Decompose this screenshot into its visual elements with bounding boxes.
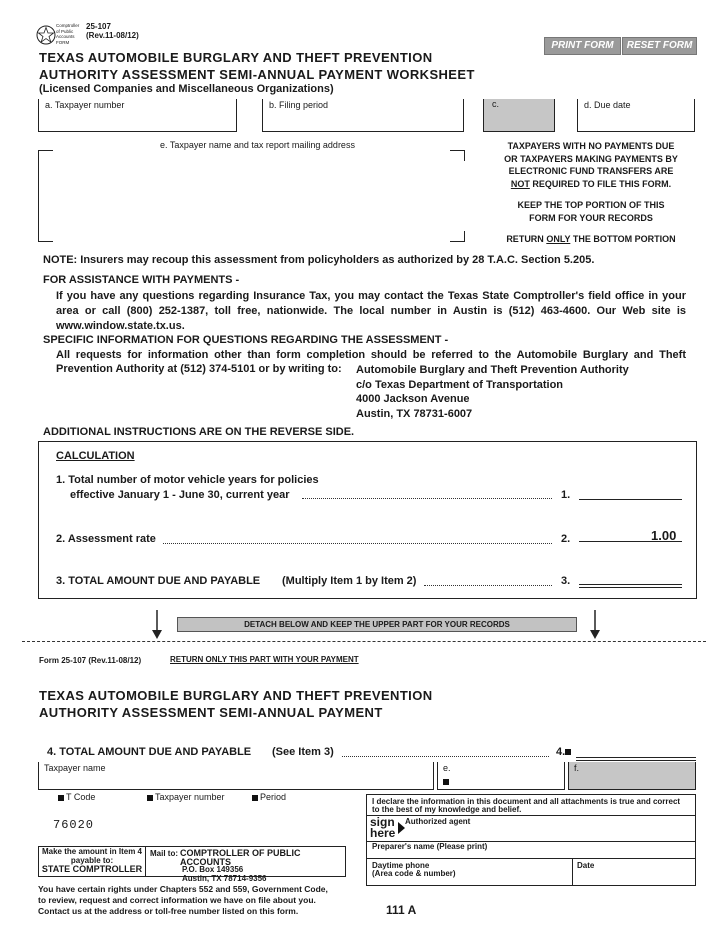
notice-only: ONLY — [546, 234, 571, 244]
daytime-phone-label-line2: (Area code & number) — [372, 869, 456, 878]
item2-number: 2. — [561, 533, 571, 545]
payment-title-line2: AUTHORITY ASSESSMENT SEMI-ANNUAL PAYMENT — [39, 705, 383, 720]
page-subtitle: (Licensed Companies and Miscellaneous Organizations) — [39, 83, 334, 95]
item1-label-line2: effective January 1 - June 30, current year — [70, 489, 290, 501]
date-field[interactable] — [572, 858, 695, 886]
notice-line: ELECTRONIC FUND TRANSFERS ARE — [508, 166, 674, 176]
t-code-text: T Code — [66, 792, 96, 802]
notice-line: TAXPAYERS WITH NO PAYMENTS DUE — [507, 141, 675, 151]
form-revision: (Rev.11-08/12) — [86, 31, 139, 40]
assistance-heading: FOR ASSISTANCE WITH PAYMENTS - — [43, 274, 240, 286]
sign-here-text — [370, 817, 395, 839]
notice-text: REQUIRED TO FILE THIS FORM. — [529, 178, 672, 189]
note-recoup: NOTE: Insurers may recoup this assessment from policyholders as authorized by 28 T.A.C. Section 5.205. — [43, 254, 595, 266]
detach-banner: DETACH BELOW AND KEEP THE UPPER PART FOR YOUR RECORDS — [177, 617, 577, 632]
taxpayer-number-code-text: Taxpayer number — [155, 792, 225, 802]
marker-square-icon — [252, 795, 258, 801]
footer-code: 111 A — [386, 903, 417, 917]
page-title-line2: AUTHORITY ASSESSMENT SEMI-ANNUAL PAYMENT WORKSHEET — [39, 67, 475, 82]
field-f-label: f. — [574, 763, 580, 773]
make-payable-text — [39, 848, 145, 874]
make-payable-line: STATE COMPTROLLER — [41, 864, 143, 874]
notice-line: FORM FOR YOUR RECORDS — [529, 212, 653, 223]
rights-notice — [38, 884, 328, 917]
calculation-heading: CALCULATION — [56, 450, 135, 462]
here-text: here — [370, 826, 396, 840]
left-arrow-down-icon — [150, 610, 164, 645]
make-payable-line: Make the amount in Item 4 — [41, 847, 143, 856]
item1-label-line1: 1. Total number of motor vehicle years for policies — [56, 474, 319, 486]
code-value: 76020 — [53, 818, 95, 832]
address-line: 4000 Jackson Avenue — [356, 393, 470, 405]
item2-value: 1.00 — [651, 528, 677, 543]
daytime-phone-field[interactable] — [367, 858, 573, 886]
item1-input[interactable] — [579, 499, 682, 500]
make-payable-box — [38, 846, 146, 877]
notice-text: THE BOTTOM PORTION — [570, 234, 676, 244]
rights-line: You have certain rights under Chapters 552 and 559, Government Code, — [38, 884, 328, 894]
item1-leader — [302, 498, 552, 499]
authorized-agent-label: Authorized agent — [405, 817, 471, 826]
item3-label: 3. TOTAL AMOUNT DUE AND PAYABLE — [56, 575, 261, 587]
mailing-address-field[interactable] — [38, 150, 465, 242]
payment-title-line1: TEXAS AUTOMOBILE BURGLARY AND THEFT PREVENTION — [39, 688, 433, 703]
item4-leader — [342, 756, 549, 757]
taxpayer-name-field[interactable] — [38, 762, 434, 790]
item3-input-underline — [579, 587, 682, 588]
specific-info-line1: All requests for information other than form completion should be referred to the Automobile Burglary and Theft — [56, 349, 686, 361]
make-payable-line: payable to: — [70, 855, 114, 865]
sign-arrow-icon — [398, 822, 405, 834]
mail-to-line: Austin, TX 78714-9356 — [182, 873, 267, 883]
mail-to-line: COMPTROLLER OF PUBLIC ACCOUNTS — [180, 848, 301, 867]
daytime-phone-label-line1: Daytime phone — [372, 861, 430, 870]
item2-label: 2. Assessment rate — [56, 533, 156, 545]
address-line: Automobile Burglary and Theft Prevention Authority — [356, 364, 629, 376]
item4-input[interactable] — [576, 757, 696, 758]
period-code-label — [252, 792, 286, 802]
address-line: c/o Texas Department of Transportation — [356, 378, 564, 391]
field-f-shaded — [568, 762, 696, 790]
item4-number-text: 4. — [556, 746, 566, 758]
due-date-label: d. Due date — [584, 100, 631, 110]
mailing-address-label: e. Taxpayer name and tax report mailing address — [160, 140, 355, 150]
specific-info-heading: SPECIFIC INFORMATION FOR QUESTIONS REGARDING THE ASSESSMENT - — [43, 334, 449, 346]
declaration-block — [366, 794, 696, 886]
item4-input-underline — [576, 760, 696, 761]
item2-leader — [163, 543, 552, 544]
field-c-shaded — [483, 99, 555, 132]
preparer-name-field[interactable] — [367, 841, 695, 859]
taxpayer-number-label: a. Taxpayer number — [45, 100, 125, 110]
marker-square-icon — [147, 795, 153, 801]
mail-to-address — [180, 849, 345, 883]
field-e-label: e. — [443, 763, 451, 773]
notice-text: RETURN — [506, 234, 547, 244]
item4-label: 4. TOTAL AMOUNT DUE AND PAYABLE — [47, 746, 252, 758]
page-title-line1: TEXAS AUTOMOBILE BURGLARY AND THEFT PREVENTION — [39, 50, 433, 65]
declare-text-line2: to the best of my knowledge and belief. — [372, 805, 522, 814]
reset-form-button[interactable]: RESET FORM — [622, 37, 697, 55]
star-seal-icon — [36, 25, 56, 45]
marker-square-icon — [565, 749, 571, 755]
item4-number — [556, 746, 573, 758]
item4-hint: (See Item 3) — [272, 746, 334, 758]
date-label: Date — [577, 861, 595, 870]
notice-not: NOT — [510, 178, 530, 189]
taxpayer-number-code-label — [147, 792, 225, 802]
specific-info-line2: Prevention Authority at (512) 374-5101 or by writing to: — [56, 363, 342, 375]
rights-line: Contact us at the address or toll-free number listed on this form. — [38, 906, 299, 916]
additional-instructions: ADDITIONAL INSTRUCTIONS ARE ON THE REVERSE SIDE. — [43, 426, 355, 438]
item1-number: 1. — [561, 489, 571, 501]
mail-to-box — [146, 846, 346, 883]
return-only-text: RETURN ONLY THIS PART WITH YOUR PAYMENT — [170, 655, 359, 664]
notice-line: KEEP THE TOP PORTION OF THIS — [517, 200, 665, 210]
item3-leader — [424, 585, 552, 586]
taxpayer-number-field[interactable] — [38, 99, 237, 132]
address-block — [356, 363, 629, 421]
preparer-name-label: Preparer's name (Please print) — [372, 842, 488, 851]
declare-text-line1: I declare the information in this document and all attachments is true and correct — [372, 797, 681, 806]
period-code-text: Period — [260, 792, 287, 802]
calculation-box — [38, 441, 697, 599]
mail-to-label: Mail to: — [150, 849, 178, 858]
notice-line — [478, 178, 704, 191]
filing-period-label: b. Filing period — [269, 100, 329, 110]
sign-here-field[interactable] — [367, 815, 695, 842]
notice-line — [478, 233, 704, 246]
side-notice — [478, 140, 704, 246]
tear-line — [22, 641, 706, 642]
form-number: 25-107 — [86, 22, 111, 31]
mail-to-line: P.O. Box 149356 — [182, 865, 244, 874]
marker-square-icon — [58, 795, 64, 801]
right-arrow-down-icon — [588, 610, 602, 645]
t-code-label — [58, 792, 95, 802]
sign-text: sign — [370, 815, 395, 829]
field-c-label: c. — [492, 99, 500, 109]
item3-number: 3. — [561, 575, 571, 587]
marker-square-icon — [443, 779, 449, 785]
rights-line: to review, request and correct information we have on file about you. — [38, 895, 316, 905]
field-e[interactable] — [437, 762, 565, 790]
logo-text: Comptroller of Public Accounts FORM — [56, 23, 80, 45]
payment-form-id: Form 25-107 (Rev.11-08/12) — [39, 656, 142, 665]
address-line: Austin, TX 78731-6007 — [356, 407, 473, 420]
notice-line: OR TAXPAYERS MAKING PAYMENTS BY — [504, 153, 678, 164]
item3-hint: (Multiply Item 1 by Item 2) — [282, 575, 417, 587]
item3-input[interactable] — [579, 584, 682, 585]
due-date-field[interactable] — [577, 99, 695, 132]
filing-period-field[interactable] — [262, 99, 464, 132]
print-form-button[interactable]: PRINT FORM — [544, 37, 621, 55]
taxpayer-name-label: Taxpayer name — [44, 763, 106, 773]
assistance-body: If you have any questions regarding Insurance Tax, you may contact the Texas State Comptroller's field office in your area or call (800) 252-1387, toll free, nationwide. The local number in Austin is (512) 463-4600. Our Web site is www.window.state.tx.us. — [56, 290, 686, 332]
